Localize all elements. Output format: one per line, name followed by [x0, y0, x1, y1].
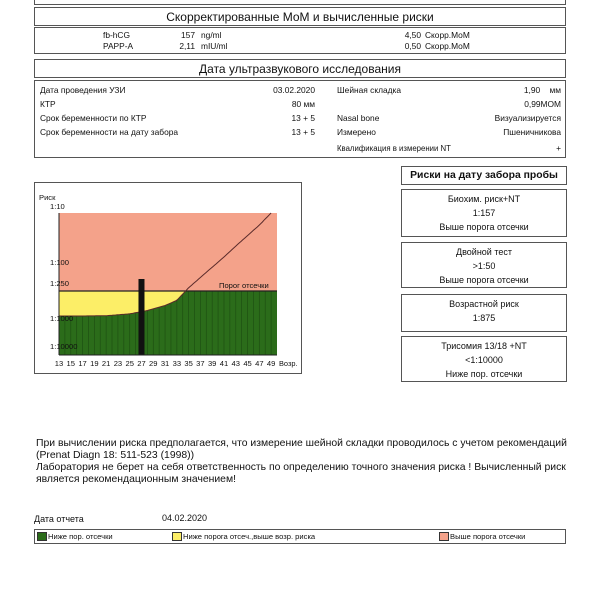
us-label: Квалификация в измерении NT [337, 144, 451, 153]
notes [36, 438, 576, 486]
note-line: При вычислении риска предполагается, что измерение шейной складки проводилось с учетом рекомендаций [36, 438, 567, 449]
risk-box-age [401, 294, 567, 332]
x-tick-label: 35 [184, 359, 193, 368]
x-tick-label: 29 [149, 359, 158, 368]
ultrasound-section-title: Дата ультразвукового исследования [34, 59, 566, 78]
legend [34, 529, 566, 544]
x-tick-label: 47 [255, 359, 264, 368]
marker-value: 2,11 [179, 41, 195, 51]
x-tick-label: 41 [219, 359, 229, 368]
x-tick-label: 39 [207, 359, 217, 368]
us-value: 03.02.2020 [273, 85, 315, 95]
y-tick-label: 1:1000 [50, 314, 74, 323]
y-tick-label: 1:250 [50, 279, 70, 288]
marker-unit: ng/ml [201, 30, 222, 40]
y-axis-label: Риск [39, 193, 56, 202]
risk-status: Ниже пор. отсечки [445, 369, 523, 379]
marker-name: fb-hCG [103, 30, 130, 40]
risk-name: Трисомия 13/18 +NT [441, 341, 527, 351]
us-value: 1,90 мм [523, 85, 561, 95]
x-tick-label: 25 [125, 359, 134, 368]
legend-label: Ниже пор. отсечки [48, 532, 113, 541]
mom-section-title: Скорректированные МоМ и вычисленные риски [34, 7, 566, 26]
us-label: Дата проведения УЗИ [40, 85, 126, 95]
us-value: 13 + 5 [291, 113, 315, 123]
risk-name: Возрастной риск [449, 299, 519, 309]
risk-box-biochem [401, 189, 567, 237]
ultrasound-table [34, 80, 566, 158]
risk-chart-frame [34, 182, 302, 374]
note-line: (Prenat Diagn 18: 511-523 (1998)) [36, 450, 195, 461]
risk-status: Выше порога отсечки [439, 275, 529, 285]
marker-mom: 4,50 [404, 30, 421, 40]
marker-mom-label: Скорр.МоМ [425, 30, 470, 40]
x-tick-label: 45 [243, 359, 252, 368]
note-line: является рекомендационным значением! [36, 474, 236, 485]
marker-unit: mIU/ml [201, 41, 228, 51]
us-value: 80 мм [291, 99, 315, 109]
us-label: Срок беременности по КТР [40, 113, 147, 123]
top-edge [34, 0, 566, 5]
x-tick-label: 17 [78, 359, 87, 368]
cutoff-label: Порог отсечки [219, 281, 269, 290]
us-value: 0,99МОМ [524, 99, 561, 109]
marker-mom: 0,50 [404, 41, 421, 51]
legend-swatch-yellow [172, 532, 182, 541]
x-tick-label: 43 [231, 359, 240, 368]
y-tick-label: 1:10000 [50, 342, 78, 351]
risk-name: Биохим. риск+NT [447, 194, 521, 204]
risks-panel-title: Риски на дату забора пробы [401, 166, 567, 185]
legend-swatch-red [439, 532, 449, 541]
report-date-value: 04.02.2020 [162, 513, 208, 523]
risk-status: Выше порога отсечки [439, 222, 529, 232]
patient-marker [138, 279, 144, 355]
us-label: КТР [40, 99, 56, 109]
report-date-label: Дата отчета [34, 514, 84, 524]
risk-name: Двойной тест [456, 247, 512, 257]
x-tick-label: 13 [54, 359, 64, 368]
us-value: Пшеничникова [503, 127, 561, 137]
x-tick-label: 27 [137, 359, 146, 368]
us-label: Шейная складка [337, 85, 402, 95]
risk-chart [35, 183, 301, 373]
x-tick-label: 37 [196, 359, 205, 368]
x-tick-label: 15 [66, 359, 76, 368]
x-axis-label: Возр. [279, 359, 298, 368]
risk-box-trisomy [401, 336, 567, 382]
legend-label: Выше порога отсечки [450, 532, 526, 541]
mom-table [34, 27, 566, 54]
marker-name: PAPP-A [103, 41, 134, 51]
marker-mom-label: Скорр.МоМ [425, 41, 470, 51]
risk-value: 1:875 [472, 313, 496, 323]
marker-value: 157 [181, 30, 195, 40]
us-value: 13 + 5 [291, 127, 315, 137]
us-value: + [556, 143, 561, 153]
x-tick-label: 21 [101, 359, 111, 368]
x-tick-label: 33 [172, 359, 182, 368]
legend-swatch-green [37, 532, 47, 541]
us-label: Nasal bone [337, 113, 380, 123]
x-tick-label: 23 [113, 359, 123, 368]
us-value: Визуализируется [494, 113, 561, 123]
y-tick-label: 1:100 [50, 258, 70, 267]
x-tick-label: 49 [266, 359, 276, 368]
us-label: Срок беременности на дату забора [40, 127, 179, 137]
risk-value: <1:10000 [465, 355, 503, 365]
note-line: Лаборатория не берет на себя ответственность по определению точного значения риска ! Вычисленный риск [36, 462, 566, 473]
us-label: Измерено [337, 127, 376, 137]
risk-box-double-test [401, 242, 567, 288]
above-cutoff-zone [59, 213, 277, 291]
x-tick-label: 19 [90, 359, 99, 368]
risk-value: >1:50 [472, 261, 496, 271]
legend-label: Ниже порога отсеч.,выше возр. риска [183, 532, 316, 541]
risk-value: 1:157 [472, 208, 496, 218]
x-tick-label: 31 [160, 359, 170, 368]
y-tick-label: 1:10 [50, 202, 65, 211]
